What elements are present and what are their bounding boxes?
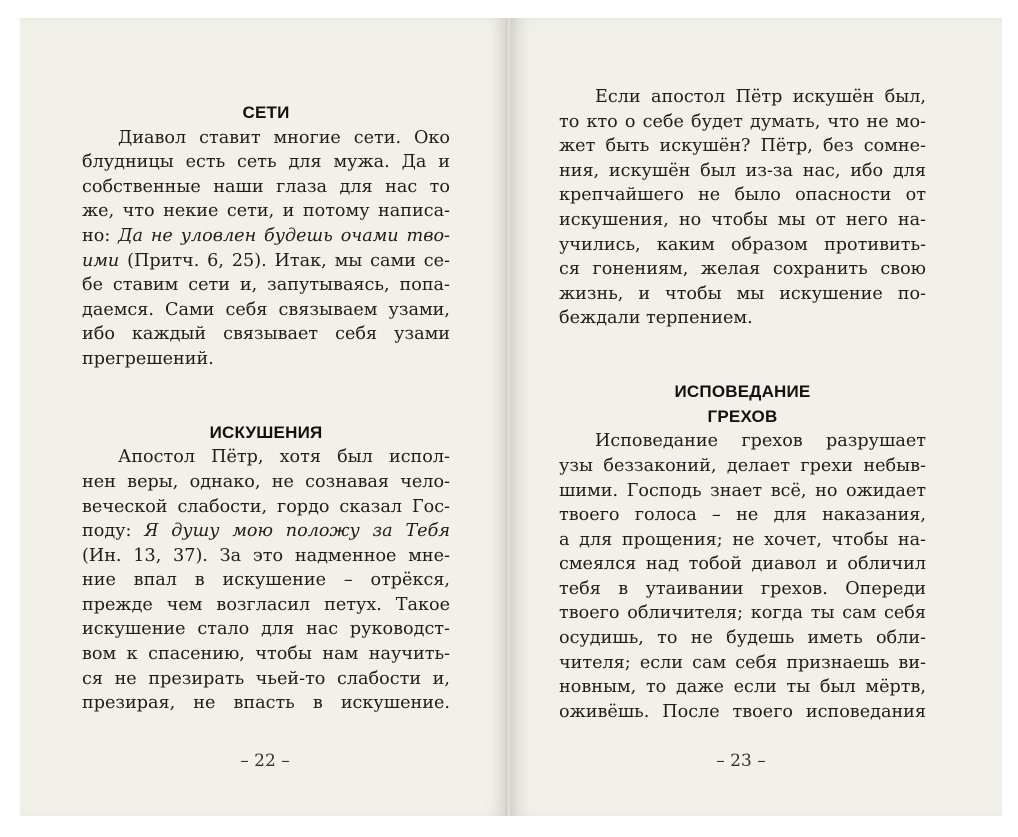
- text-line: [82, 224, 450, 249]
- text-line: блудницы есть сеть для мужа. Да и: [82, 152, 450, 173]
- text-line: узы беззаконий, делает грехи небыв-: [559, 455, 926, 476]
- text-line: ния, искушён был из-за нас, ибо для: [559, 160, 926, 181]
- text-line: ся гонениям, желая сохранить свою: [559, 259, 926, 280]
- text-line: бе ставим сети и, запутываясь, попа-: [82, 275, 450, 296]
- book-spread: [20, 18, 1002, 816]
- text-line: искушение стало для нас руководст-: [82, 619, 450, 640]
- text-line: [82, 519, 450, 544]
- text-line: оживёшь. После твоего исповедания: [559, 701, 926, 722]
- page-number-left: – 22 –: [240, 751, 290, 771]
- heading-iskusheniya: ИСКУШЕНИЯ: [209, 422, 323, 442]
- text-line: (Ин. 13, 37). За это надменное мне-: [82, 545, 450, 566]
- right-page-text: [559, 85, 926, 724]
- heading-seti: СЕТИ: [242, 103, 290, 122]
- heading-ispovedanie: ИСПОВЕДАНИЕ: [674, 382, 811, 402]
- text-fragment: поду:: [82, 521, 145, 542]
- text-line: твоего обличителя; когда ты сам себя: [559, 603, 926, 624]
- text-line: [82, 249, 450, 274]
- paragraph-gap: [82, 372, 450, 397]
- text-line: Диавол ставит многие сети. Око: [118, 127, 450, 148]
- text-line: чителя; если сам себя признаешь ви-: [559, 652, 926, 673]
- left-page: [20, 18, 508, 816]
- text-line: веческой слабости, гордо сказал Гос-: [82, 496, 450, 517]
- text-line: нен веры, однако, не сознавая чело-: [82, 471, 450, 492]
- text-fragment: но:: [82, 225, 119, 246]
- paragraph-gap: [82, 396, 450, 421]
- text-line: прежде чем возгласил петух. Такое: [82, 594, 450, 615]
- text-line: искушения, но чтобы мы от него на-: [559, 209, 926, 230]
- quote-fragment: ими: [82, 250, 120, 271]
- text-line: твоего голоса – не для наказания,: [559, 505, 926, 526]
- text-line: тебя в утаивании грехов. Опереди: [559, 578, 926, 599]
- text-line: ся не презирать чьей-то слабости и,: [82, 668, 450, 689]
- quote-fragment: Да не уловлен будешь очами тво-: [118, 225, 450, 246]
- text-line: даемся. Сами себя связываем узами,: [82, 299, 450, 320]
- text-line: Апостол Пётр, хотя был испол-: [118, 447, 450, 468]
- text-line: Исповедание грехов разрушает: [595, 431, 926, 452]
- text-line: презирая, не впасть в искушение.: [82, 693, 450, 714]
- text-fragment: (Притч. 6, 25). Итак, мы сами се-: [119, 250, 450, 271]
- text-line: прегрешений.: [82, 348, 214, 369]
- text-line: крепчайшего не было опасности от: [559, 185, 926, 206]
- text-line: смеялся над тобой диавол и обличил: [559, 554, 926, 575]
- text-line: же, что некие сети, и потому написа-: [82, 201, 450, 222]
- text-line: осудишь, то не будешь иметь обли-: [559, 628, 926, 649]
- text-line: жет быть искушён? Пётр, без сомне-: [559, 136, 926, 157]
- text-line: новным, то даже если ты был мёртв,: [559, 677, 926, 698]
- text-line: а для прощения; не хочет, чтобы на-: [559, 529, 926, 550]
- quote-fragment: Я душу мою положу за Тебя: [144, 521, 450, 542]
- page-number-right: – 23 –: [716, 751, 766, 771]
- text-line: собственные наши глаза для нас то: [82, 176, 450, 197]
- text-line: шими. Господь знает всё, но ожидает: [559, 480, 926, 501]
- text-line: жизнь, и чтобы мы искушение по-: [559, 283, 926, 304]
- right-page: [510, 18, 1002, 816]
- text-line: беждали терпением.: [559, 308, 753, 329]
- heading-grehov: ГРЕХОВ: [707, 406, 778, 426]
- text-line: вом к спасению, чтобы нам научить-: [82, 644, 450, 665]
- paragraph-gap: [559, 356, 926, 381]
- left-page-text: [82, 101, 450, 716]
- paragraph-gap: [559, 331, 926, 356]
- text-line: учились, каким образом противить-: [559, 234, 926, 255]
- text-line: то кто о себе будет думать, что не мо-: [559, 111, 926, 132]
- text-line: ибо каждый связывает себя узами: [82, 324, 450, 345]
- text-line: ние впал в искушение – отрёкся,: [82, 570, 450, 591]
- text-line: Если апостол Пётр искушён был,: [595, 87, 926, 107]
